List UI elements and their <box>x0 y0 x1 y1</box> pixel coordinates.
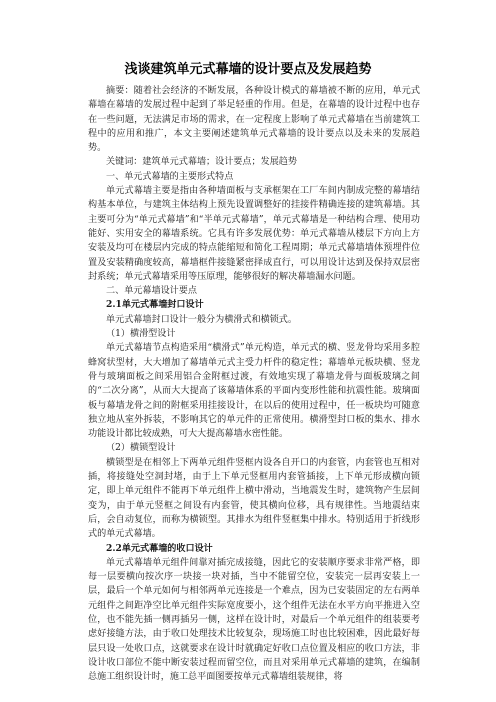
body-paragraph: 单元式幕墙单元组件间靠对插完成接缝，因此它的安装顺序要求非常严格，即每一层要横向按次序一块接一块对插，当中不能留空位，安装完一层再安装上一层，最后一个单元如何与相邻两单元连接是一个难点，因为已安装固定的左右两单元组件之间距净空比单元组件实际宽度要小，这个组件无法在水平方向平推进入空位，也不能先插一侧再插另一侧，这样在设计时，对最后一个单元组件的组装要考虑好接缝方法，由于收口处理技术比较复杂，现场施工时也比较困难，因此最好每层只设一处收口点，这就要求在设计时就确定好收口点位置及相应的收口方法，非设计收口部位不能中断安装过程而留空位，而且对采用单元式幕墙的建筑，在编制总施工组织设计时，施工总平面图要按单元式幕墙组装规律，将 <box>88 557 420 683</box>
body-paragraph: 单元式幕墙封口设计一般分为横滑式和横锁式。 <box>106 314 297 325</box>
section-heading-1: 一、单元式幕墙的主要形式特点 <box>106 171 234 182</box>
item-heading-1: （1）横滑型设计 <box>106 329 176 340</box>
subsection-heading-2-2: 2.2单元式幕墙的收口设计 <box>106 542 213 554</box>
abstract-paragraph: 摘要：随着社会经济的不断发展，各种设计模式的幕墙被不断的应用，单元式幕墙在幕墙的发展过程中起到了举足轻重的作用。但是，在幕墙的设计过程中也存在一些问题，无法满足市场的需求，在一定程度上影响了单元式幕墙在当前建筑工程中的应用和推广，本文主要阐述建筑单元式幕墙的设计要点以及未来的发展趋势。 <box>88 86 420 154</box>
document-body <box>88 84 420 684</box>
body-paragraph: 单元式幕墙节点构造采用“横滑式”单元构造，单元式的横、竖龙骨均采用多腔蜂窝状型材，大大增加了幕墙单元式主受力杆件的稳定性；幕墙单元板块横、竖龙骨与玻璃面板之间采用铝合金附框过渡，有效地实现了幕墙龙骨与面板玻璃之间的“二次分离”，从而大大提高了该幕墙体系的平面内变形性能和抗震性能。玻璃面板与幕墙龙骨之间的附框采用挂接设计，在以后的使用过程中，任一板块均可随意独立地从室外拆装，不影响其它的单元件的正常使用。横滑型封口板的集水、排水功能设计都比较成熟，可大大提高幕墙水密性能。 <box>88 343 420 440</box>
keywords-paragraph: 关键词：建筑单元式幕墙；设计要点；发展趋势 <box>106 157 297 168</box>
body-paragraph: 横锁型是在相邻上下两单元组件竖框内设各自开口的内套管，内套管也互相对插，将接缝处空洞封堵，由于上下单元竖框用内套管插接，上下单元形成横向锁定，即上单元组件不能再下单元组件上横中滑动，当地震发生时，建筑物产生层间变为，由于单元竖框之间设有内套管，使其横向位移，具有规律性。当地震结束后，会自动复位，而称为横锁型。其排水为组件竖框集中排水。特别适用于折线形式的单元式幕墙。 <box>88 457 420 540</box>
subsection-heading-2-1: 2.1单元式幕墙封口设计 <box>106 299 204 311</box>
section-heading-2: 二、单元幕墙设计要点 <box>106 286 197 297</box>
item-heading-2: （2）横锁型设计 <box>106 443 176 454</box>
page-title: 浅谈建筑单元式幕墙的设计要点及发展趋势 <box>124 62 372 77</box>
body-paragraph: 单元式幕墙主要是指由各种墙面板与支承框架在工厂车间内制成完整的幕墙结构基本单位，与建筑主体结构上预先设置调整好的挂接件精确连接的建筑幕墙。其主要可分为“单元式幕墙”和“半单元式幕墙”，单元式幕墙是一种结构合理、使用功能好、实用安全的幕墙系统。它具有许多发展优势：单元式幕墙从楼层下方向上方安装及均可在楼层内完成的特点能缩短和简化工程周期；单元式幕墙墙体预埋件位置及安装精确度较高，幕墙框件接缝紧密择成直行，可以用设计达到及保持双层密封系统；单元式幕墙采用等压原理，能够很好的解决幕墙漏水问题。 <box>88 186 420 282</box>
